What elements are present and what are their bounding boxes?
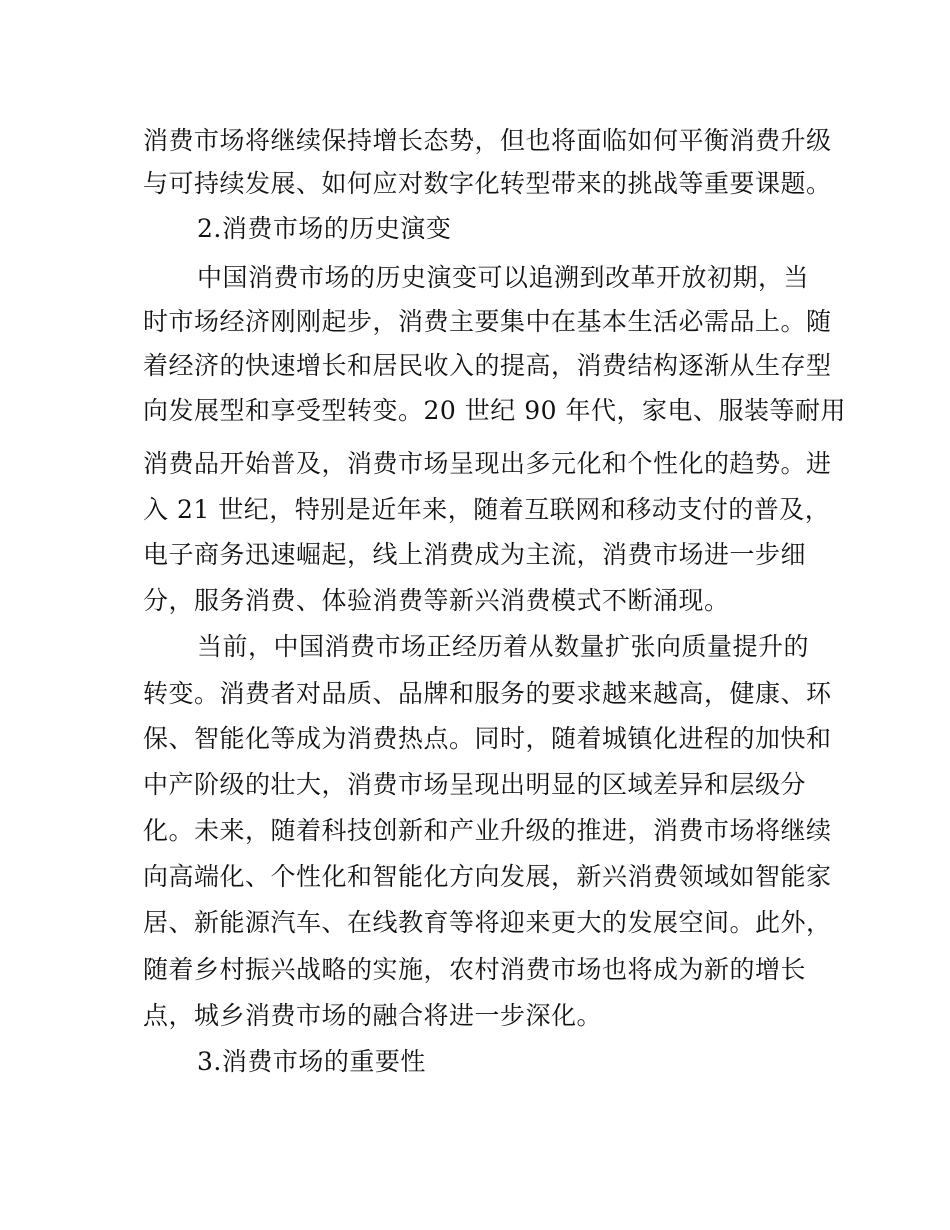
section-heading: 3.消费市场的重要性 <box>197 1047 426 1076</box>
paragraph-line: 消费市场将继续保持增长态势，但也将面临如何平衡消费升级 <box>143 126 832 155</box>
paragraph-line: 中产阶级的壮大，消费市场呈现出明显的区域差异和层级分 <box>143 770 807 799</box>
paragraph-line: 居、新能源汽车、在线教育等将迎来更大的发展空间。此外， <box>143 908 832 937</box>
paragraph-line: 保、智能化等成为消费热点。同时，随着城镇化进程的加快和 <box>143 724 832 753</box>
paragraph-line: 消费品开始普及，消费市场呈现出多元化和个性化的趋势。进 <box>143 449 832 478</box>
paragraph-line: 点，城乡消费市场的融合将进一步深化。 <box>143 1001 603 1030</box>
paragraph-line: 向高端化、个性化和智能化方向发展，新兴消费领域如智能家 <box>143 862 832 891</box>
paragraph-line: 向发展型和享受型转变。20 世纪 90 年代，家电、服装等耐用 <box>143 396 846 425</box>
paragraph-line: 入 21 世纪，特别是近年来，随着互联网和移动支付的普及， <box>143 495 831 524</box>
paragraph-line: 着经济的快速增长和居民收入的提高，消费结构逐渐从生存型 <box>143 351 832 380</box>
paragraph-line: 化。未来，随着科技创新和产业升级的推进，消费市场将继续 <box>143 816 832 845</box>
paragraph-line: 时市场经济刚刚起步，消费主要集中在基本生活必需品上。随 <box>143 307 832 336</box>
paragraph-line: 中国消费市场的历史演变可以追溯到改革开放初期，当 <box>197 263 810 292</box>
paragraph-line: 与可持续发展、如何应对数字化转型带来的挑战等重要课题。 <box>143 169 832 198</box>
paragraph-line: 分，服务消费、体验消费等新兴消费模式不断涌现。 <box>143 586 730 615</box>
paragraph-line: 电子商务迅速崛起，线上消费成为主流，消费市场进一步细 <box>143 540 807 569</box>
paragraph-line: 转变。消费者对品质、品牌和服务的要求越来越高，健康、环 <box>143 679 832 708</box>
paragraph-line: 随着乡村振兴战略的实施，农村消费市场也将成为新的增长 <box>143 955 807 984</box>
paragraph-line: 当前，中国消费市场正经历着从数量扩张向质量提升的 <box>197 632 810 661</box>
section-heading: 2.消费市场的历史演变 <box>197 214 452 243</box>
